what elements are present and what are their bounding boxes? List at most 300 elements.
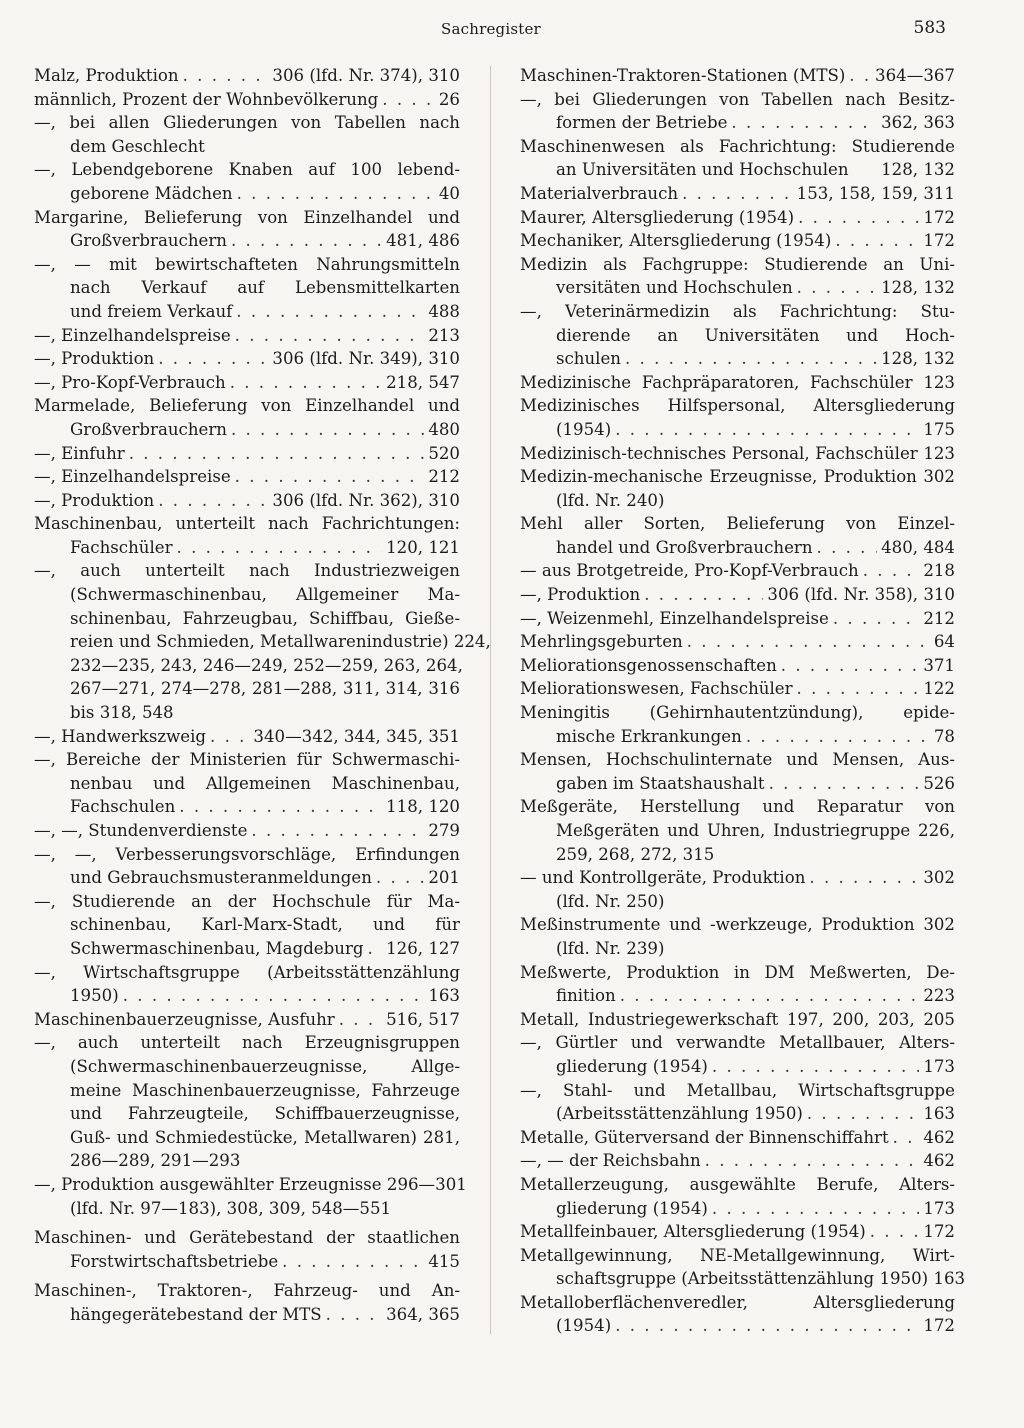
index-entry-line	[34, 206, 460, 230]
entry-text: (1954)	[556, 419, 612, 439]
leader-dots	[863, 559, 920, 583]
index-entry	[520, 1031, 955, 1078]
index-entry-line	[520, 253, 955, 277]
leader-dots	[731, 111, 877, 135]
entry-text: gliederung (1954)	[556, 1198, 708, 1218]
leader-dots	[893, 1126, 920, 1150]
entry-text: schulen	[556, 349, 621, 369]
index-entry-line	[520, 772, 955, 796]
leader-dots	[236, 300, 424, 324]
entry-text: Meßgeräten und Uhren, Industriegruppe 226,	[556, 821, 955, 840]
entry-text: Medizinisches Hilfspersonal, Altersgliederung	[520, 396, 955, 416]
entry-text: Malz, Produktion	[34, 66, 179, 85]
entry-text: und Gebrauchsmusteranmeldungen	[70, 868, 372, 888]
index-entry-line	[520, 465, 955, 489]
entry-text: handel und Großverbrauchern	[556, 537, 813, 557]
entry-text: Meßwerte, Produktion in DM Meßwerten, De-	[520, 962, 955, 982]
entry-pages: 173	[923, 1198, 955, 1218]
index-entry	[520, 394, 955, 441]
leader-dots	[237, 182, 435, 206]
leader-dots	[179, 795, 382, 819]
index-entry	[34, 1279, 460, 1326]
leader-dots	[746, 725, 930, 749]
entry-text: Mehl aller Sorten, Belieferung von Einzel-	[520, 514, 955, 534]
running-head	[0, 18, 1024, 42]
index-entry-line	[520, 890, 955, 914]
index-entry	[520, 583, 955, 607]
entry-pages: 462	[923, 1127, 955, 1147]
index-entry-line	[520, 583, 955, 607]
entry-text: —, Produktion ausgewählter Erzeugnisse 296—301	[34, 1174, 467, 1194]
leader-dots	[712, 1055, 919, 1079]
index-entry	[34, 890, 460, 961]
index-entry	[34, 442, 460, 466]
entry-text: (Arbeitsstättenzählung 1950)	[556, 1104, 803, 1124]
entry-text: Großverbrauchern	[70, 231, 227, 251]
leader-dots	[235, 324, 425, 348]
index-entry-line	[34, 913, 460, 937]
leader-dots	[183, 64, 269, 88]
entry-text: versitäten und Hochschulen	[556, 278, 793, 298]
leader-dots	[797, 677, 920, 701]
index-entry-line	[520, 1031, 955, 1055]
entry-text: 259, 268, 272, 315	[556, 844, 715, 864]
entry-text: Metallerzeugung, ausgewählte Berufe, Alters-	[520, 1174, 955, 1194]
leader-dots	[210, 725, 249, 749]
leader-dots	[809, 866, 919, 890]
index-entry	[520, 866, 955, 913]
entry-pages: 201	[428, 868, 460, 888]
entry-pages: 78	[933, 726, 955, 746]
leader-dots	[769, 772, 920, 796]
index-entry-line	[34, 677, 460, 701]
index-entry	[34, 819, 460, 843]
index-entry	[520, 1173, 955, 1220]
entry-pages: 172	[923, 207, 955, 227]
index-entry-line	[520, 512, 955, 536]
entry-text: —, Weizenmehl, Einzelhandelspreise	[520, 608, 829, 628]
index-entry-line	[520, 1173, 955, 1197]
entry-text: —, Veterinärmedizin als Fachrichtung: Stu-	[520, 301, 955, 321]
entry-pages: 218	[923, 561, 955, 581]
entry-pages: 480, 484	[881, 537, 955, 557]
index-entry-line	[520, 418, 955, 442]
entry-text: Maschinen-, Traktoren-, Fahrzeug- und An-	[34, 1281, 460, 1301]
index-entry-line	[34, 984, 460, 1008]
index-entry	[520, 512, 955, 559]
index-entry	[520, 913, 955, 960]
entry-text: geborene Mädchen	[70, 183, 233, 203]
entry-text: (1954)	[556, 1316, 612, 1336]
index-entry-line	[34, 394, 460, 418]
index-entry-line	[520, 1079, 955, 1103]
entry-text: Metalloberflächenveredler, Altersgliederung	[520, 1292, 955, 1312]
entry-pages: 520	[428, 443, 460, 463]
entry-text: schinenbau, Karl-Marx-Stadt, und für	[70, 915, 460, 935]
index-entry-line	[34, 772, 460, 796]
index-entry	[34, 371, 460, 395]
index-entry-line	[34, 843, 460, 867]
leader-dots	[712, 1197, 919, 1221]
leader-dots	[177, 536, 383, 560]
index-entry-line	[34, 1279, 460, 1303]
index-entry	[34, 961, 460, 1008]
index-entry	[34, 489, 460, 513]
index-entry-line	[34, 536, 460, 560]
entry-pages: 516, 517	[386, 1009, 460, 1029]
entry-pages: 415	[428, 1251, 460, 1271]
index-entry-line	[34, 819, 460, 843]
leader-dots	[231, 229, 382, 253]
entry-text: Metallfeinbauer, Altersgliederung (1954)	[520, 1222, 866, 1242]
leader-dots	[625, 347, 877, 371]
index-entry-line	[34, 1149, 460, 1173]
entry-text: Maschinen- und Gerätebestand der staatlichen	[34, 1228, 460, 1248]
leader-dots	[282, 1250, 424, 1274]
index-entry-line	[34, 583, 460, 607]
entry-pages: 175	[923, 419, 955, 439]
entry-text: —, Lebendgeborene Knaben auf 100 lebend-	[34, 160, 460, 180]
entry-text: Mechaniker, Altersgliederung (1954)	[520, 231, 832, 251]
index-entry	[520, 1220, 955, 1244]
entry-pages: 128, 132	[881, 278, 955, 298]
entry-pages: 223	[923, 986, 955, 1006]
index-entry	[520, 465, 955, 512]
entry-pages: 488	[428, 301, 460, 321]
index-entry-line	[520, 795, 955, 819]
index-entry-line	[34, 866, 460, 890]
index-entry-line	[34, 725, 460, 749]
entry-text: Maschinenbauerzeugnisse, Ausfuhr	[34, 1009, 335, 1029]
leader-dots	[230, 371, 382, 395]
entry-text: Guß- und Schmiedestücke, Metallwaren) 281,	[70, 1127, 460, 1147]
index-column-right	[520, 64, 966, 1338]
index-entry-line	[34, 1079, 460, 1103]
index-entry	[520, 961, 955, 1008]
entry-pages: 364—367	[875, 66, 955, 85]
index-entry	[34, 465, 460, 489]
index-entry-line	[520, 748, 955, 772]
leader-dots	[251, 819, 424, 843]
index-entry-line	[34, 961, 460, 985]
index-entry	[34, 88, 460, 112]
leader-dots	[687, 630, 930, 654]
index-entry-line	[520, 984, 955, 1008]
entry-pages: 364, 365	[386, 1304, 460, 1324]
index-entry	[520, 1008, 955, 1032]
index-entry-line	[520, 1102, 955, 1126]
index-entry-line	[34, 559, 460, 583]
leader-dots	[849, 64, 871, 88]
index-entry-line	[520, 442, 955, 466]
index-entry-line	[34, 795, 460, 819]
index-entry-line	[520, 276, 955, 300]
entry-pages: 128, 132	[881, 160, 955, 180]
leader-dots	[231, 418, 424, 442]
index-entry-line	[34, 654, 463, 678]
index-entry-line	[34, 1031, 460, 1055]
leader-dots	[835, 229, 919, 253]
entry-text: (lfd. Nr. 239)	[556, 938, 665, 958]
index-entry-line	[34, 1008, 460, 1032]
entry-text: —, Wirtschaftsgruppe (Arbeitsstättenzählung	[34, 962, 460, 982]
index-entry	[520, 300, 955, 371]
entry-text: —, auch unterteilt nach Industriezweigen	[34, 561, 460, 581]
index-entry-line	[34, 512, 460, 536]
index-entry-line	[34, 253, 460, 277]
index-entry-line	[34, 324, 460, 348]
leader-dots	[620, 984, 920, 1008]
index-entry	[34, 111, 460, 158]
index-entry-line	[34, 1055, 460, 1079]
index-entry	[520, 135, 955, 182]
index-entry-line	[520, 701, 955, 725]
index-entry-line	[34, 1173, 467, 1197]
entry-text: meine Maschinenbauerzeugnisse, Fahrzeuge	[70, 1080, 460, 1100]
index-entry-line	[520, 937, 955, 961]
entry-text: Großverbrauchern	[70, 419, 227, 439]
entry-pages: 306 (lfd. Nr. 358), 310	[767, 585, 955, 605]
index-entry	[34, 1173, 467, 1220]
entry-text: Meningitis (Gehirnhautentzündung), epide-	[520, 703, 955, 723]
index-entry	[34, 843, 460, 890]
entry-text: Medizin als Fachgruppe: Studierende an Uni-	[520, 254, 955, 274]
leader-dots	[382, 88, 435, 112]
entry-text: —, Stahl- und Metallbau, Wirtschaftsgruppe	[520, 1080, 955, 1100]
index-entry-line	[34, 64, 460, 88]
leader-dots	[368, 937, 383, 961]
entry-pages: 172	[923, 1222, 955, 1242]
index-entry-line	[34, 418, 460, 442]
running-title: Sachregister	[441, 20, 541, 38]
index-entry-line	[520, 1126, 955, 1150]
entry-text: (Schwermaschinenbau, Allgemeiner Ma-	[70, 585, 460, 605]
entry-pages: 153, 158, 159, 311	[796, 183, 955, 203]
entry-pages: 213	[428, 325, 460, 345]
entry-pages: 306 (lfd. Nr. 374), 310	[272, 66, 460, 85]
index-entry	[520, 442, 955, 466]
entry-pages: 306 (lfd. Nr. 349), 310	[272, 349, 460, 369]
index-entry-line	[520, 300, 955, 324]
leader-dots	[158, 347, 268, 371]
entry-text: —, Gürtler und verwandte Metallbauer, Alters-	[520, 1033, 955, 1053]
entry-pages: 481, 486	[386, 231, 460, 251]
entry-text: —, bei allen Gliederungen von Tabellen nach	[34, 113, 460, 133]
index-entry-line	[34, 111, 460, 135]
leader-dots	[781, 654, 920, 678]
entry-pages: 118, 120	[386, 797, 460, 817]
leader-dots	[376, 866, 424, 890]
entry-pages: 212	[923, 608, 955, 628]
index-entry-line	[520, 654, 955, 678]
index-entry	[34, 206, 460, 253]
index-entry	[520, 677, 955, 701]
index-entry-line	[520, 536, 955, 560]
entry-text: Mensen, Hochschulinternate und Mensen, Aus-	[520, 750, 955, 770]
index-entry	[520, 1126, 955, 1150]
index-entry	[34, 559, 491, 724]
entry-text: Margarine, Belieferung von Einzelhandel und	[34, 207, 460, 227]
index-entry-line	[34, 1226, 460, 1250]
entry-pages: 302	[923, 868, 955, 888]
entry-pages: 172	[923, 231, 955, 251]
index-entry-line	[34, 1250, 460, 1274]
entry-pages: 371	[923, 655, 955, 675]
index-entry-line	[34, 371, 460, 395]
entry-text: dierende an Universitäten und Hoch-	[556, 325, 955, 345]
index-entry	[520, 182, 955, 206]
index-entry-line	[520, 347, 955, 371]
index-entry	[34, 253, 460, 324]
index-entry	[520, 1291, 955, 1338]
index-entry	[34, 394, 460, 441]
index-entry-line	[520, 324, 955, 348]
entry-pages: 128, 132	[881, 349, 955, 369]
leader-dots	[797, 276, 877, 300]
index-entry	[520, 607, 955, 631]
index-entry-line	[520, 819, 955, 843]
entry-text: Metallgewinnung, NE-Metallgewinnung, Wirt-	[520, 1245, 955, 1265]
entry-text: 267—271, 274—278, 281—288, 311, 314, 316	[70, 679, 460, 699]
entry-text: schaftsgruppe (Arbeitsstättenzählung 1950) 163	[556, 1269, 966, 1289]
entry-text: —, —, Stundenverdienste	[34, 821, 248, 840]
entry-text: —, Einfuhr	[34, 443, 125, 463]
entry-text: 232—235, 243, 246—249, 252—259, 263, 264,	[70, 655, 463, 675]
index-entry	[34, 347, 460, 371]
leader-dots	[682, 182, 793, 206]
entry-text: Meliorationsgenossenschaften	[520, 655, 777, 675]
entry-text: Maschinenbau, unterteilt nach Fachrichtungen:	[34, 514, 460, 534]
index-entry-line	[34, 347, 460, 371]
entry-text: finition	[556, 986, 616, 1006]
leader-dots	[615, 418, 919, 442]
index-entry-line	[520, 961, 955, 985]
index-entry-line	[520, 1055, 955, 1079]
index-entry-line	[520, 1267, 966, 1291]
entry-pages: 306 (lfd. Nr. 362), 310	[272, 490, 460, 510]
index-entry-line	[520, 1149, 955, 1173]
index-entry-line	[520, 371, 955, 395]
index-entry	[34, 748, 460, 819]
entry-text: formen der Betriebe	[556, 113, 728, 133]
entry-text: Maurer, Altersgliederung (1954)	[520, 207, 795, 227]
entry-pages: 120, 121	[386, 537, 460, 557]
leader-dots	[644, 583, 763, 607]
entry-text: (lfd. Nr. 250)	[556, 891, 665, 911]
index-entry	[520, 559, 955, 583]
index-entry	[34, 324, 460, 348]
index-entry	[520, 88, 955, 135]
entry-pages: 172	[923, 1316, 955, 1336]
index-entry-line	[520, 607, 955, 631]
leader-dots	[326, 1303, 382, 1327]
entry-text: dem Geschlecht	[70, 136, 205, 156]
entry-text: Medizinische Fachpräparatoren, Fachschüler 123	[520, 372, 955, 392]
leader-dots	[235, 465, 425, 489]
entry-pages: 218, 547	[386, 372, 460, 392]
leader-dots	[339, 1008, 382, 1032]
index-entry	[520, 630, 955, 654]
page-number: 583	[913, 18, 946, 38]
entry-text: reien und Schmieden, Metallwarenindustrie) 224,	[70, 632, 491, 652]
leader-dots	[817, 536, 878, 560]
entry-text: an Universitäten und Hochschulen	[556, 160, 849, 180]
entry-text: nach Verkauf auf Lebensmittelkarten	[70, 278, 460, 298]
entry-text: —, auch unterteilt nach Erzeugnisgruppen	[34, 1033, 460, 1053]
index-entry-line	[34, 135, 460, 159]
entry-text: Medizinisch-technisches Personal, Fachschüler 123	[520, 443, 955, 463]
leader-dots	[123, 984, 425, 1008]
leader-dots	[870, 1220, 920, 1244]
entry-text: Metalle, Güterversand der Binnenschiffahrt	[520, 1127, 889, 1147]
entry-pages: 64	[933, 632, 955, 652]
index-entry	[520, 229, 955, 253]
index-entry-line	[520, 206, 955, 230]
entry-text: —, Bereiche der Ministerien für Schwermaschi-	[34, 750, 460, 770]
index-entry-line	[34, 465, 460, 489]
index-entry-line	[34, 229, 460, 253]
index-entry	[34, 512, 460, 559]
entry-pages: 40	[438, 183, 460, 203]
index-entry-line	[34, 1102, 460, 1126]
index-entry	[34, 1226, 460, 1273]
entry-text: —, Produktion	[34, 490, 155, 510]
index-entry-line	[34, 1303, 460, 1327]
index-entry	[520, 206, 955, 230]
index-entry	[520, 1149, 955, 1173]
index-entry-line	[520, 394, 955, 418]
index-entry-line	[34, 158, 460, 182]
entry-text: gliederung (1954)	[556, 1056, 708, 1076]
entry-text: Medizin-mechanische Erzeugnisse, Produktion 302	[520, 467, 955, 487]
index-entry-line	[520, 229, 955, 253]
index-entry-line	[34, 1126, 460, 1150]
entry-text: und Fahrzeugteile, Schiffbauerzeugnisse,	[70, 1104, 460, 1124]
index-entry	[520, 654, 955, 678]
entry-text: —, Handwerkszweig	[34, 726, 207, 746]
entry-text: Fachschüler	[70, 537, 173, 557]
entry-pages: 173	[923, 1056, 955, 1076]
entry-text: Maschinenwesen als Fachrichtung: Studierende	[520, 136, 955, 156]
index-entry-line	[34, 607, 460, 631]
entry-pages: 212	[428, 467, 460, 487]
index-entry-line	[520, 677, 955, 701]
entry-text: —, Produktion	[520, 585, 641, 605]
index-entry	[34, 1008, 460, 1032]
entry-text: (Schwermaschinenbauerzeugnisse, Allge-	[70, 1056, 460, 1076]
index-column-left	[34, 64, 491, 1326]
index-entry	[34, 158, 460, 205]
entry-text: —, Studierende an der Hochschule für Ma-	[34, 891, 460, 911]
entry-text: Fachschulen	[70, 797, 176, 817]
index-entry-line	[34, 937, 460, 961]
index-entry-line	[520, 866, 955, 890]
entry-pages: 526	[923, 773, 955, 793]
index-entry-line	[520, 88, 955, 112]
index-entry-line	[520, 1197, 955, 1221]
entry-text: mische Erkrankungen	[556, 726, 742, 746]
entry-text: Materialverbrauch	[520, 183, 679, 203]
entry-text: bis 318, 548	[70, 703, 174, 723]
index-entry-line	[520, 1008, 955, 1032]
entry-text: (lfd. Nr. 97—183), 308, 309, 548—551	[70, 1198, 392, 1218]
entry-pages: 362, 363	[881, 113, 955, 133]
index-entry-line	[520, 158, 955, 182]
entry-text: Forstwirtschaftsbetriebe	[70, 1251, 279, 1271]
entry-text: — und Kontrollgeräte, Produktion	[520, 868, 806, 888]
index-entry	[520, 1079, 955, 1126]
index-entry-line	[520, 489, 955, 513]
